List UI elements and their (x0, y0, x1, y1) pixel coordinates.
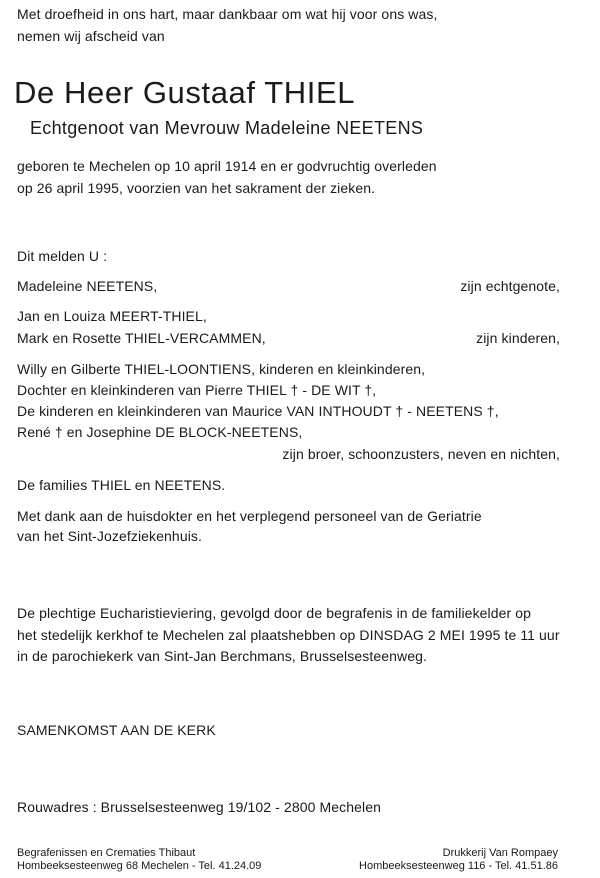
family-line-2: Dochter en kleinkinderen van Pierre THIEL † - DE WIT †, (17, 382, 377, 398)
mourner-spouse-relation: zijn echtgenote, (460, 278, 560, 294)
gathering-line: SAMENKOMST AAN DE KERK (17, 722, 216, 738)
ceremony-line-1: De plechtige Eucharistieviering, gevolgd door de begrafenis in de familiekelder op (17, 605, 532, 621)
children-relation: zijn kinderen, (476, 330, 560, 346)
family-line-4: René † en Josephine DE BLOCK-NEETENS, (17, 424, 303, 440)
families-line: De families THIEL en NEETENS. (17, 477, 226, 493)
footer-right-line-2: Hombeeksesteenweg 116 - Tel. 41.51.86 (359, 860, 558, 872)
spouse-line: Echtgenoot van Mevrouw Madeleine NEETENS (30, 118, 424, 138)
footer-left-line-2: Hombeeksesteenweg 68 Mechelen - Tel. 41.24.09 (17, 860, 262, 872)
ceremony-line-3: in de parochiekerk van Sint-Jan Berchmans, Brusselsesteenweg. (17, 648, 427, 664)
family-relation: zijn broer, schoonzusters, neven en nichten, (282, 446, 560, 462)
footer-right (359, 847, 558, 873)
thanks-line-2: van het Sint-Jozefziekenhuis. (17, 528, 203, 544)
announce-label: Dit melden U : (17, 248, 108, 264)
deceased-name: De Heer Gustaaf THIEL (14, 75, 356, 110)
address-line: Rouwadres : Brusselsesteenweg 19/102 - 2800 Mechelen (17, 799, 381, 815)
intro-line-1: Met droefheid in ons hart, maar dankbaar om wat hij voor ons was, (17, 6, 438, 22)
birth-line-1: geboren te Mechelen op 10 april 1914 en er godvruchtig overleden (17, 158, 437, 174)
child-line-2: Mark en Rosette THIEL-VERCAMMEN, (17, 330, 266, 346)
footer-left-line-1: Begrafenissen en Crematies Thibaut (17, 847, 196, 859)
footer-left (17, 847, 261, 873)
ceremony-line-2: het stedelijk kerkhof te Mechelen zal plaatshebben op DINSDAG 2 MEI 1995 te 11 uur (17, 627, 560, 643)
family-line-1: Willy en Gilberte THIEL-LOONTIENS, kinderen en kleinkinderen, (17, 361, 426, 377)
intro-line-2: nemen wij afscheid van (17, 28, 165, 44)
birth-line-2: op 26 april 1995, voorzien van het sakrament der zieken. (17, 180, 376, 196)
mourner-spouse-name: Madeleine NEETENS, (17, 278, 158, 294)
thanks-line-1: Met dank aan de huisdokter en het verplegend personeel van de Geriatrie (17, 508, 482, 524)
footer-right-line-1: Drukkerij Van Rompaey (442, 847, 558, 859)
child-line-1: Jan en Louiza MEERT-THIEL, (17, 308, 207, 324)
family-line-3: De kinderen en kleinkinderen van Maurice VAN INTHOUDT † - NEETENS †, (17, 403, 499, 419)
